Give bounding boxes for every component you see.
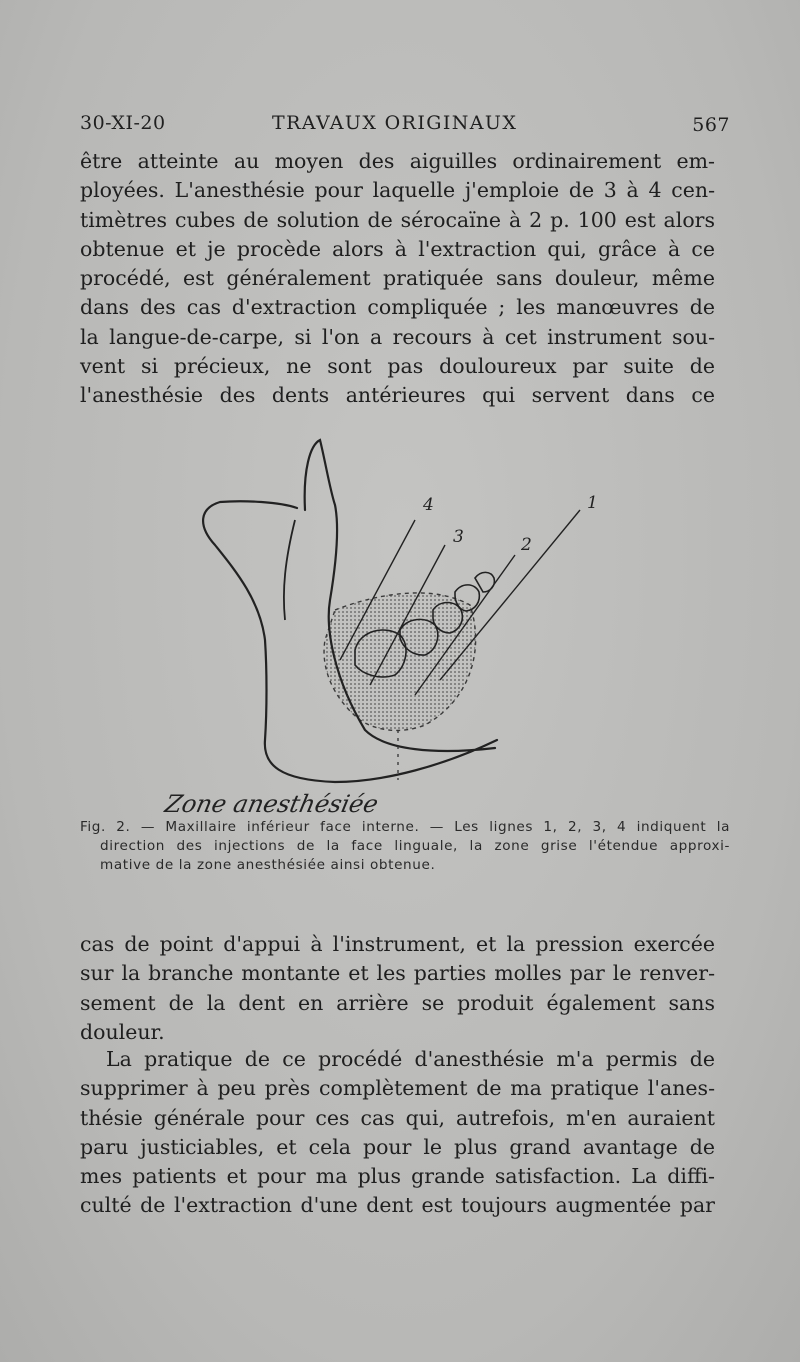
text-line: timètres cubes de solution de sérocaïne à 2 p. 100 est alors	[80, 207, 715, 232]
line-label-4: 4	[423, 495, 434, 515]
text-line: culté de l'extraction d'une dent est toujours augmentée par	[80, 1193, 715, 1218]
text-line: La pratique de ce procédé d'anesthésie m'a permis de	[106, 1047, 715, 1071]
line-label-1: 1	[587, 493, 598, 513]
text-line: douleur.	[80, 1019, 165, 1044]
paragraph-2	[80, 930, 715, 1047]
text-line: la langue-de-carpe, si l'on a recours à cet instrument sou-	[80, 324, 715, 349]
caption-line: direction des injections de la face linguale, la zone grise l'étendue approxi-	[100, 838, 730, 854]
text-line: être atteinte au moyen des aiguilles ordinairement em-	[80, 149, 715, 173]
caption-line: mative de la zone anesthésiée ainsi obtenue.	[100, 857, 436, 873]
text-line: thésie générale pour ces cas qui, autrefois, m'en auraient	[80, 1105, 715, 1130]
caption-line: Fig. 2. — Maxillaire inférieur face interne. — Les lignes 1, 2, 3, 4 indiquent la	[80, 819, 730, 835]
anesthetized-zone	[324, 593, 476, 731]
zone-handwritten-label: Zone anesthésiée	[162, 789, 381, 818]
page-number: 567	[692, 114, 730, 136]
text-line: paru justiciables, et cela pour le plus grand avantage de	[80, 1134, 715, 1159]
figure-caption	[80, 818, 730, 875]
paragraph-1	[80, 147, 715, 411]
header-date: 30-XI-20	[80, 112, 166, 134]
header-title: TRAVAUX ORIGINAUX	[272, 112, 518, 134]
text-line: obtenue et je procède alors à l'extraction qui, grâce à ce	[80, 236, 715, 261]
text-line: sur la branche montante et les parties molles par le renver-	[80, 961, 715, 986]
text-line: procédé, est généralement pratiquée sans douleur, même	[80, 266, 715, 291]
text-line: vent si précieux, ne sont pas douloureux par suite de	[80, 354, 715, 379]
text-line: dans des cas d'extraction compliquée ; les manœuvres de	[80, 295, 715, 320]
line-label-2: 2	[521, 535, 532, 555]
paragraph-3	[80, 1045, 715, 1221]
text-line: supprimer à peu près complètement de ma pratique l'anes-	[80, 1076, 715, 1101]
running-header	[80, 112, 730, 142]
text-line: mes patients et pour ma plus grande satisfaction. La diffi-	[80, 1164, 715, 1189]
text-line: ployées. L'anesthésie pour laquelle j'emploie de 3 à 4 cen-	[80, 178, 715, 203]
line-label-3: 3	[453, 527, 464, 547]
mandible-figure	[162, 430, 605, 820]
text-line: l'anesthésie des dents antérieures qui servent dans ce	[80, 383, 715, 408]
text-line: cas de point d'appui à l'instrument, et la pression exercée	[80, 932, 715, 956]
text-line: sement de la dent en arrière se produit également sans	[80, 990, 715, 1015]
inner-ramus-line	[284, 520, 295, 620]
